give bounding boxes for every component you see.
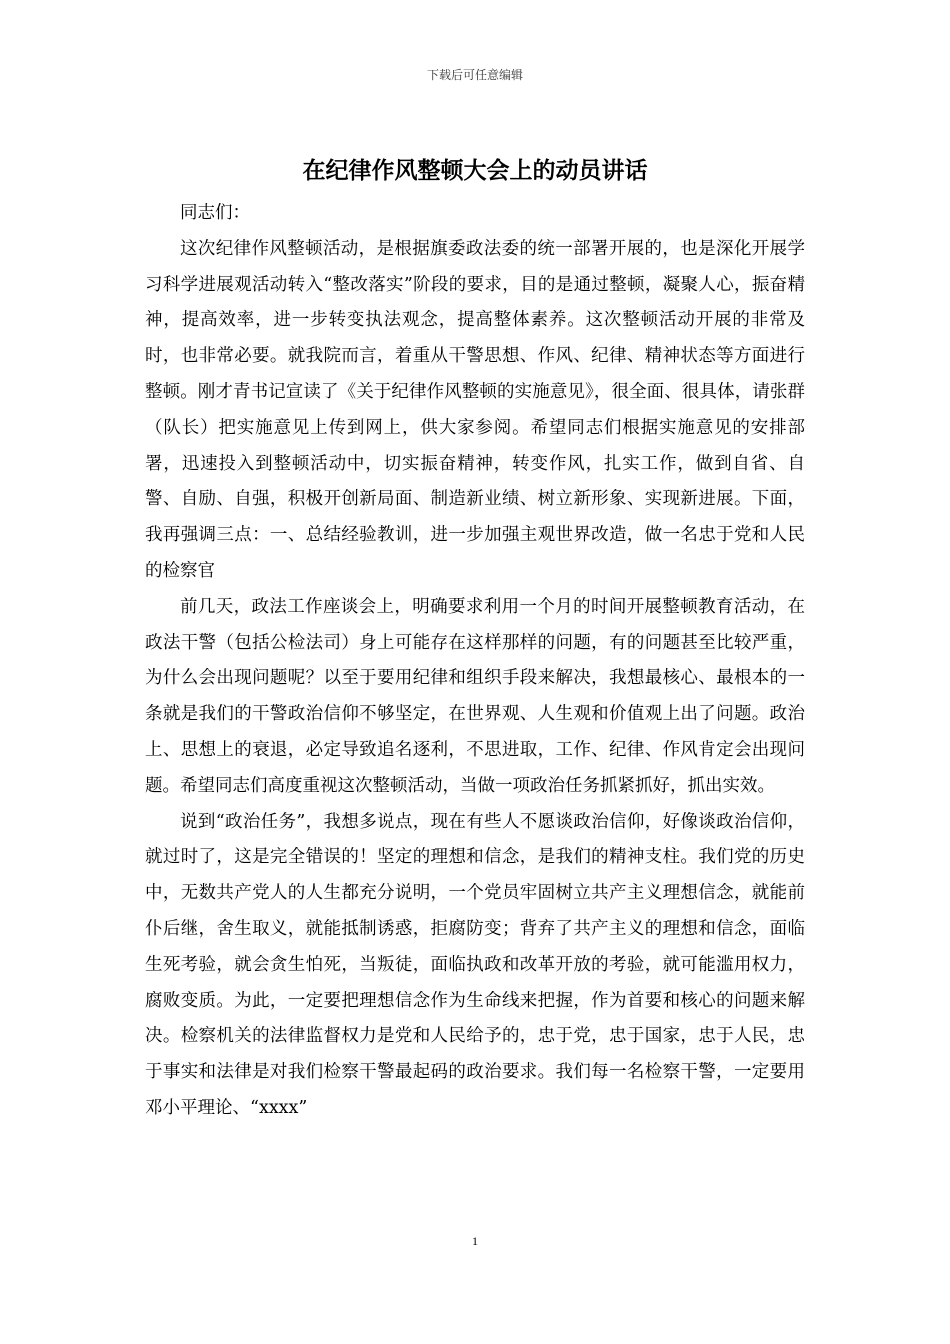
document-body (145, 196, 805, 1127)
paragraph-2: 前几天，政法工作座谈会上，明确要求利用一个月的时间开展整顿教育活动，在政法干警（包括公检法司）身上可能存在这样那样的问题，有的问题甚至比较严重，为什么会出现问题呢？以至于要用纪律和组织手段来解决，我想最核心、最根本的一条就是我们的干警政治信仰不够坚定，在世界观、人生观和价值观上出了问题。政治上、思想上的衰退，必定导致追名逐利，不思进取，工作、纪律、作风肯定会出现问题。希望同志们高度重视这次整顿活动，当做一项政治任务抓紧抓好，抓出实效。 (145, 596, 805, 796)
paragraph-1: 这次纪律作风整顿活动，是根据旗委政法委的统一部署开展的，也是深化开展学习科学进展观活动转入“整改落实”阶段的要求，目的是通过整顿，凝聚人心，振奋精神，提高效率，进一步转变执法观念，提高整体素养。这次整顿活动开展的非常及时，也非常必要。就我院而言，着重从干警思想、作风、纪律、精神状态等方面进行整顿。刚才青书记宣读了《关于纪律作风整顿的实施意见》，很全面、很具体，请张群（队长）把实施意见上传到网上，供大家参阅。希望同志们根据实施意见的安排部署，迅速投入到整顿活动中，切实振奋精神，转变作风，扎实工作，做到自省、自警、自励、自强，积极开创新局面、制造新业绩、树立新形象、实现新进展。下面，我再强调三点：一、总结经验教训，进一步加强主观世界改造，做一名忠于党和人民的检察官 (145, 238, 805, 581)
document-title: 在纪律作风整顿大会上的动员讲话 (302, 158, 648, 184)
paragraph-3: 说到“政治任务”，我想多说点，现在有些人不愿谈政治信仰，好像谈政治信仰，就过时了，这是完全错误的！坚定的理想和信念，是我们的精神支柱。我们党的历史中，无数共产党人的人生都充分说明，一个党员牢固树立共产主义理想信念，就能前仆后继，舍生取义，就能抵制诱惑，拒腐防变；背弃了共产主义的理想和信念，面临生死考验，就会贪生怕死，当叛徒，面临执政和改革开放的考验，就可能滥用权力，腐败变质。为此，一定要把理想信念作为生命线来把握，作为首要和核心的问题来解决。检察机关的法律监督权力是党和人民给予的，忠于党，忠于国家，忠于人民，忠于事实和法律是对我们检察干警最起码的政治要求。我们每一名检察干警，一定要用邓小平理论、“xxxx” (145, 811, 805, 1118)
salutation: 同志们： (180, 203, 250, 223)
page-number: 1 (472, 1234, 478, 1248)
header-note: 下载后可任意编辑 (426, 68, 523, 82)
